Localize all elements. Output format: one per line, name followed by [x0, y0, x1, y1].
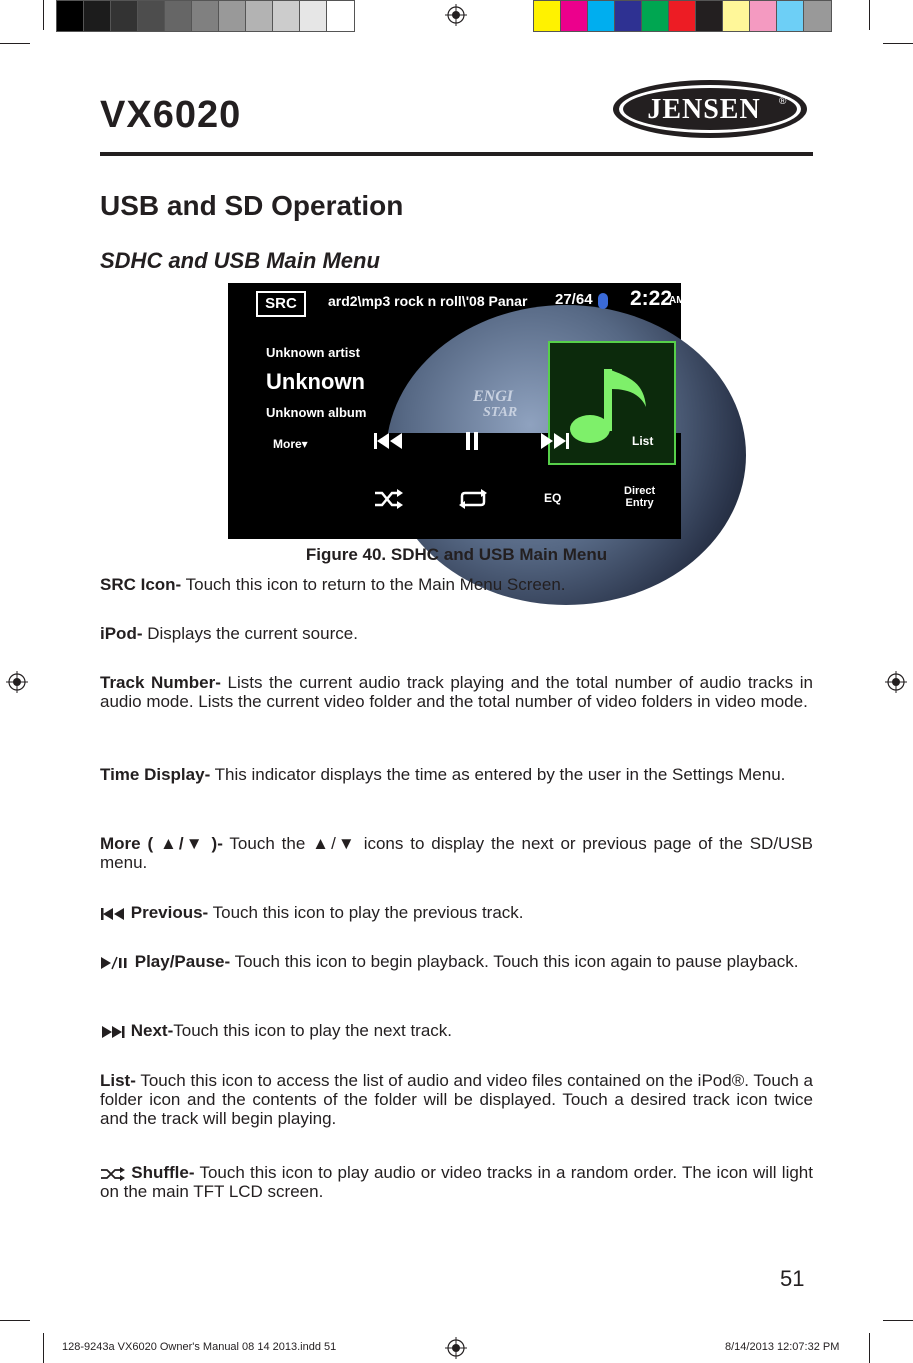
swatch: [111, 1, 138, 31]
item-src: [100, 575, 813, 594]
item-previous: [100, 903, 813, 922]
swatch: [669, 1, 696, 31]
registration-mark-icon: [885, 671, 907, 693]
direct-entry-line: Entry: [625, 497, 654, 509]
swatch: [273, 1, 300, 31]
src-button[interactable]: SRC: [256, 291, 306, 317]
registration-mark-icon: [445, 1337, 467, 1359]
item-track-number: [100, 673, 813, 711]
item-shuffle: [100, 1163, 813, 1201]
item-term: Previous-: [130, 903, 209, 922]
crop-mark: [0, 1320, 30, 1321]
item-term: Time Display-: [100, 765, 211, 784]
device-screen: [228, 283, 685, 539]
previous-icon: [100, 907, 126, 921]
swatch: [777, 1, 804, 31]
shuffle-icon: [100, 1167, 126, 1181]
slug-file: 128-9243a VX6020 Owner's Manual 08 14 2013.indd 51: [62, 1341, 337, 1353]
item-term: More ( ▲/▼ )-: [100, 834, 223, 853]
eq-button[interactable]: EQ: [544, 491, 562, 505]
swatch: [300, 1, 327, 31]
next-icon[interactable]: [540, 431, 570, 451]
bluetooth-icon: [598, 293, 608, 309]
crop-mark: [869, 0, 870, 30]
swatch: [723, 1, 750, 31]
artist-label: Unknown artist: [266, 345, 360, 360]
crop-mark: [43, 1333, 44, 1363]
item-term: iPod-: [100, 624, 143, 643]
direct-entry-line: Direct: [624, 485, 656, 497]
clock-time: 2:22: [630, 287, 673, 310]
crop-mark: [43, 0, 44, 30]
swatch: [165, 1, 192, 31]
registration-mark-icon: [6, 671, 28, 693]
swatch: [246, 1, 273, 31]
crop-mark: [883, 1320, 913, 1321]
item-text: Displays the current source.: [142, 624, 358, 643]
crop-mark: [883, 43, 913, 44]
subsection-title: SDHC and USB Main Menu: [100, 248, 380, 273]
item-text: Touch this icon to access the list of audio and video files contained on the iPod®. Touch a folder icon and the contents of the folder will be displayed. Touch a desired track icon twice and the track will begin playing.: [100, 1071, 813, 1128]
item-next: [100, 1021, 813, 1040]
swatch: [534, 1, 561, 31]
grayscale-bar: [56, 0, 355, 32]
shuffle-icon[interactable]: [373, 489, 403, 509]
item-text: Touch this icon to play audio or video tracks in a random order. The icon will light on the main TFT LCD screen.: [100, 1163, 813, 1201]
item-play-pause: [100, 952, 813, 971]
item-term: List-: [100, 1071, 136, 1090]
previous-icon[interactable]: [373, 431, 403, 451]
crop-mark: [0, 43, 30, 44]
swatch: [138, 1, 165, 31]
slug-timestamp: 8/14/2013 12:07:32 PM: [725, 1341, 840, 1353]
item-text: Touch the ▲/▼ icons to display the next or previous page of the SD/USB menu.: [100, 834, 813, 872]
section-title: USB and SD Operation: [100, 190, 404, 221]
item-list: [100, 1071, 813, 1128]
swatch: [804, 1, 831, 31]
jensen-logo: [611, 78, 809, 140]
item-text: Lists the current audio track playing and the total number of audio tracks in audio mode. Lists the current video folder and the total number of video folders in video mode.: [100, 673, 813, 711]
swatch: [588, 1, 615, 31]
item-text: Touch this icon to return to the Main Menu Screen.: [181, 575, 566, 594]
next-icon: [100, 1025, 126, 1039]
direct-entry-button[interactable]: [624, 485, 655, 509]
item-more: [100, 834, 813, 872]
swatch: [192, 1, 219, 31]
more-button[interactable]: More▾: [273, 437, 308, 451]
bg-text: STAR: [483, 405, 518, 420]
swatch: [327, 1, 354, 31]
item-term: Play/Pause-: [134, 952, 231, 971]
brand-text: JENSEN: [647, 94, 761, 125]
model-title: VX6020: [100, 94, 242, 136]
track-path: ard2\mp3 rock n roll\'08 Panar: [328, 293, 528, 309]
clock-ampm: AM: [669, 295, 685, 306]
item-ipod: [100, 624, 813, 643]
item-term: Next-: [130, 1021, 174, 1040]
item-term: Shuffle-: [131, 1163, 195, 1182]
figure-caption: Figure 40. SDHC and USB Main Menu: [305, 545, 608, 564]
repeat-icon[interactable]: [456, 488, 490, 510]
item-text: Touch this icon to play the next track.: [173, 1021, 453, 1040]
registration-mark-icon: [445, 4, 467, 26]
swatch: [615, 1, 642, 31]
item-text: Touch this icon to play the previous track.: [208, 903, 524, 922]
song-title: Unknown: [266, 369, 365, 394]
swatch: [696, 1, 723, 31]
color-bar: [533, 0, 832, 32]
swatch: [750, 1, 777, 31]
page-number: 51: [780, 1266, 805, 1291]
album-label: Unknown album: [266, 405, 367, 420]
bg-text: ENGI: [473, 388, 514, 405]
item-time-display: [100, 765, 813, 784]
pause-icon[interactable]: [464, 430, 480, 452]
item-term: SRC Icon-: [100, 575, 182, 594]
swatch: [84, 1, 111, 31]
swatch: [642, 1, 669, 31]
item-text: Touch this icon to begin playback. Touch this icon again to pause playback.: [230, 952, 799, 971]
play-pause-icon: [100, 956, 130, 970]
swatch: [219, 1, 246, 31]
list-button[interactable]: List: [632, 434, 654, 448]
item-text: This indicator displays the time as entered by the user in the Settings Menu.: [210, 765, 786, 784]
registered-mark: ®: [779, 96, 787, 107]
track-count: 27/64: [555, 291, 593, 308]
swatch: [561, 1, 588, 31]
item-term: Track Number-: [100, 673, 221, 692]
header-rule: [100, 152, 813, 156]
crop-mark: [869, 1333, 870, 1363]
swatch: [57, 1, 84, 31]
